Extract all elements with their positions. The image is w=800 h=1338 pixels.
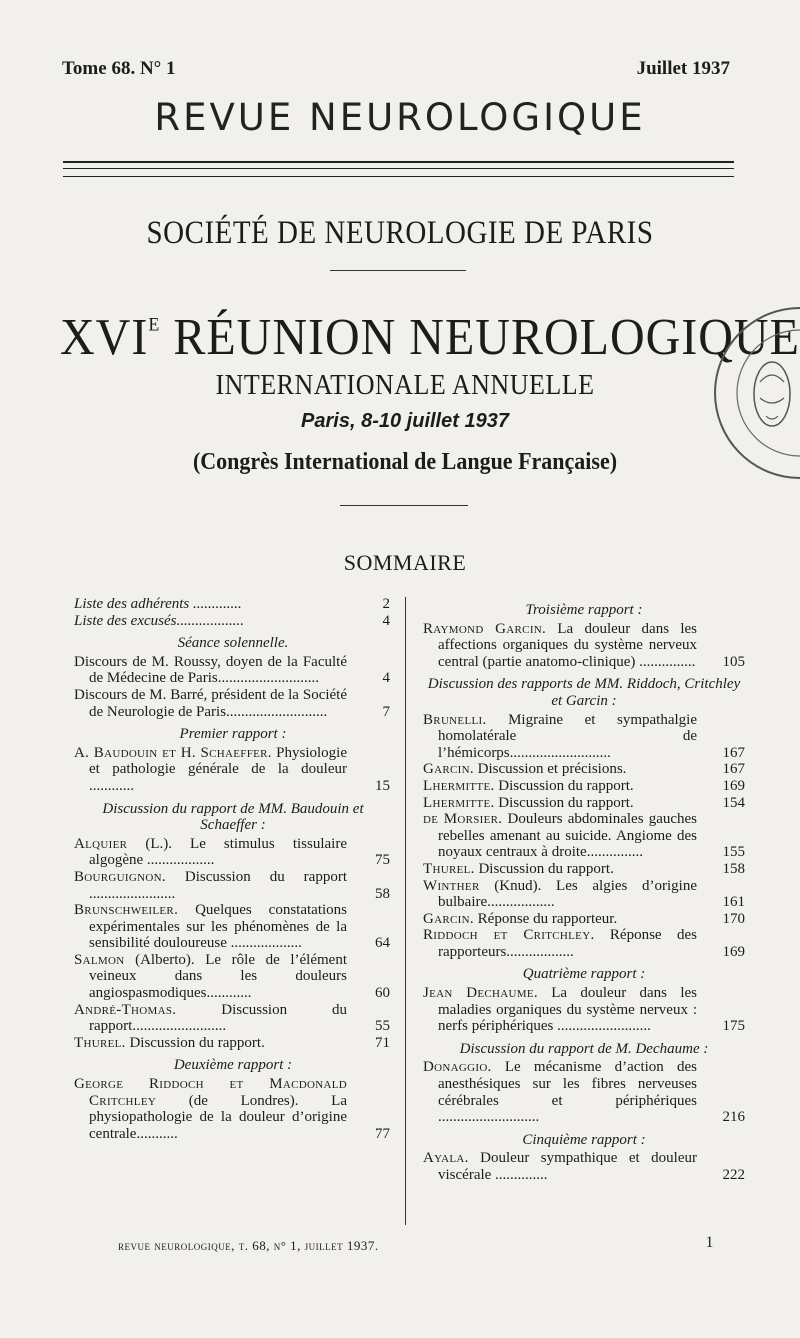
- section-heading: Discussion du rapport de M. Dechaume :: [459, 1040, 709, 1057]
- entry-page-number: 167: [722, 744, 745, 761]
- entry-title: Discours de M. Roussy, doyen de la Faculté de Médecine de Paris...........................: [74, 653, 347, 687]
- meeting-subtitle: INTERNATIONALE ANNUELLE: [215, 368, 595, 401]
- entry-page-number: 4: [382, 612, 390, 629]
- entry-page-number: 216: [722, 1109, 745, 1126]
- entry-author: Raymond Garcin.: [423, 620, 547, 637]
- section-heading: Cinquième rapport :: [522, 1131, 646, 1148]
- entry-author: Bourguignon.: [74, 868, 166, 885]
- contents-entry: [74, 1002, 392, 1035]
- meeting-name: RÉUNION NEUROLOGIQUE: [173, 308, 800, 367]
- contents-entry: [423, 761, 745, 778]
- entry-title: Douleurs abdominales gauches rebelles amenant au suicide. Angiome des noyaux centraux à droite...............: [438, 811, 698, 861]
- entry-author: Thurel.: [423, 860, 475, 877]
- entry-title: (Knud). Les algies d’origine bulbaire..................: [438, 877, 698, 911]
- contents-left-column: [74, 596, 392, 1142]
- section-heading: Premier rapport :: [179, 726, 287, 743]
- entry-page-number: 169: [722, 943, 745, 960]
- entry-page-number: 71: [375, 1034, 390, 1051]
- entry-author: Salmon: [74, 951, 125, 968]
- entry-author: Thurel.: [74, 1034, 126, 1051]
- entry-page-number: 64: [375, 935, 390, 952]
- entry-author: Garcin.: [423, 761, 474, 778]
- contents-entry: [423, 795, 745, 812]
- contents-entry: [423, 811, 745, 861]
- entry-title: Liste des adhérents .............: [74, 596, 242, 612]
- entry-author: Donaggio.: [423, 1059, 492, 1076]
- entry-page-number: 222: [722, 1167, 745, 1183]
- contents-entry: [423, 1150, 745, 1183]
- entry-title: Discours de M. Barré, président de la Société de Neurologie de Paris...........................: [74, 686, 347, 720]
- section-heading: Quatrième rapport :: [522, 966, 646, 983]
- entry-title: (de Londres). La physiopathologie de la douleur d’origine centrale...........: [89, 1092, 348, 1142]
- section-heading: Séance solennelle.: [177, 635, 289, 652]
- entry-title: La douleur dans les maladies organiques du système nerveux : nerfs périphériques .........................: [438, 985, 697, 1035]
- entry-title: Discussion du rapport.: [498, 794, 634, 811]
- entry-title: (L.). Le stimulus tissulaire algogène ..................: [89, 835, 347, 869]
- entry-author: Ayala.: [423, 1150, 469, 1167]
- entry-title: Discussion du rapport .......................: [89, 868, 348, 902]
- entry-author: Alquier: [74, 835, 128, 852]
- contents-heading: SOMMAIRE: [343, 550, 467, 575]
- header-line: [62, 58, 730, 84]
- entry-title: Discussion du rapport.: [478, 860, 614, 877]
- entry-author: Garcin.: [423, 910, 474, 927]
- entry-page-number: 60: [375, 985, 390, 1002]
- tome-number: Tome 68. N° 1: [62, 58, 176, 79]
- entry-page-number: 170: [722, 910, 745, 927]
- page-footer: [118, 1234, 718, 1258]
- column-divider: [405, 597, 406, 1225]
- entry-author: A. Baudouin et H. Schaeffer.: [74, 744, 272, 761]
- contents-entry: [423, 878, 745, 911]
- entry-page-number: 158: [722, 860, 745, 877]
- journal-title: REVUE NEUROLOGIQUE: [154, 96, 646, 139]
- contents-entry: [74, 745, 392, 795]
- contents-entry: [423, 861, 745, 878]
- entry-title: Réponse du rapporteur.: [477, 910, 618, 927]
- entry-page-number: 75: [375, 852, 390, 869]
- contents-entry: [423, 621, 745, 671]
- title-rule-thin: [63, 168, 734, 169]
- contents-entry: [74, 902, 392, 952]
- entry-page-number: 175: [722, 1018, 745, 1035]
- issue-date: Juillet 1937: [636, 58, 730, 79]
- entry-title: Liste des excusés..................: [74, 612, 244, 629]
- entry-title: Migraine et sympathalgie homolatérale de l’hémicorps...........................: [438, 711, 697, 761]
- title-rule-thick: [63, 161, 734, 163]
- entry-page-number: 2: [382, 596, 390, 612]
- congress-name: (Congrès International de Langue Française): [192, 446, 618, 475]
- meeting-number: XVI: [60, 308, 149, 367]
- contents-entry: [423, 778, 745, 795]
- entry-page-number: 7: [382, 703, 390, 720]
- congress-divider: [340, 505, 468, 506]
- entry-author: George Riddoch et Macdonald Critchley: [74, 1076, 347, 1109]
- entry-author: Winther: [423, 877, 480, 894]
- contents-entry: [74, 613, 392, 630]
- title-rule-thin-2: [63, 176, 734, 177]
- entry-title: La douleur dans les affections organiques du système nerveux central (partie anatomo-clinique) ...............: [438, 620, 697, 670]
- entry-page-number: 154: [722, 794, 745, 811]
- section-heading: Discussion du rapport de MM. Baudouin et Schaeffer :: [102, 800, 364, 834]
- contents-entry: [74, 836, 392, 869]
- entry-page-number: 77: [375, 1125, 390, 1142]
- contents-right-column: [423, 596, 745, 1184]
- entry-title: (Alberto). Le rôle de l’élément veineux dans les douleurs angiospasmodiques............: [89, 951, 348, 1002]
- entry-author: Jean Dechaume.: [423, 985, 538, 1002]
- entry-title: Physiologie et pathologie générale de la douleur ............: [89, 744, 347, 794]
- entry-title: Douleur sympathique et douleur viscérale ..............: [438, 1150, 697, 1183]
- entry-page-number: 167: [722, 761, 745, 778]
- meeting-place-dates: Paris, 8-10 juillet 1937: [301, 410, 509, 432]
- contents-entry: [423, 1059, 745, 1125]
- entry-page-number: 4: [382, 670, 390, 687]
- entry-page-number: 15: [375, 777, 390, 794]
- contents-entry: [74, 869, 392, 902]
- society-divider: [330, 270, 466, 271]
- contents-entry: [74, 952, 392, 1002]
- contents-entry: [423, 911, 745, 928]
- entry-title: Discussion du rapport.: [498, 777, 634, 794]
- entry-page-number: 161: [722, 894, 745, 911]
- contents-entry: [74, 687, 392, 720]
- contents-entry: [74, 1035, 392, 1052]
- entry-page-number: 105: [722, 653, 745, 670]
- entry-author: Riddoch et Critchley.: [423, 927, 595, 944]
- contents-entry: [74, 1076, 392, 1142]
- contents-entry: [74, 596, 392, 613]
- section-heading: Troisième rapport :: [525, 602, 643, 618]
- entry-page-number: 55: [375, 1018, 390, 1035]
- running-title: revue neurologique, t. 68, n° 1, juillet 1937.: [118, 1238, 379, 1253]
- contents-entry: [423, 712, 745, 762]
- entry-title: Discussion du rapport.........................: [89, 1001, 348, 1035]
- entry-page-number: 155: [722, 844, 745, 861]
- entry-author: Brunschweiler.: [74, 902, 179, 919]
- section-heading: Deuxième rapport :: [173, 1057, 293, 1074]
- entry-page-number: 169: [722, 777, 745, 794]
- contents-entry: [74, 654, 392, 687]
- page-number: 1: [705, 1234, 714, 1251]
- section-heading: Discussion des rapports de MM. Riddoch, Critchley et Garcin :: [427, 676, 741, 709]
- library-stamp-icon: [690, 298, 800, 488]
- entry-author: Lhermitte.: [423, 777, 495, 794]
- society-name: SOCIÉTÉ DE NEUROLOGIE DE PARIS: [146, 215, 654, 251]
- entry-title: Le mécanisme d’action des anesthésiques sur les fibres nerveuses cérébrales et périphériques ...........................: [438, 1059, 698, 1126]
- entry-author: André-Thomas.: [74, 1001, 177, 1018]
- entry-author: Brunelli.: [423, 711, 487, 728]
- entry-author: Lhermitte.: [423, 794, 495, 811]
- meeting-title: [60, 308, 800, 367]
- contents-entry: [423, 985, 745, 1035]
- entry-title: Discussion et précisions.: [477, 761, 627, 778]
- entry-title: Discussion du rapport.: [129, 1034, 265, 1051]
- entry-title: Réponse des rapporteurs..................: [438, 927, 697, 960]
- entry-page-number: 58: [375, 885, 390, 902]
- contents-entry: [423, 927, 745, 960]
- entry-author: de Morsier.: [423, 811, 503, 828]
- entry-title: Quelques constatations expérimentales sur les phénomènes de la sensibilité douloureuse ...................: [89, 902, 347, 952]
- meeting-number-suffix: E: [148, 313, 161, 335]
